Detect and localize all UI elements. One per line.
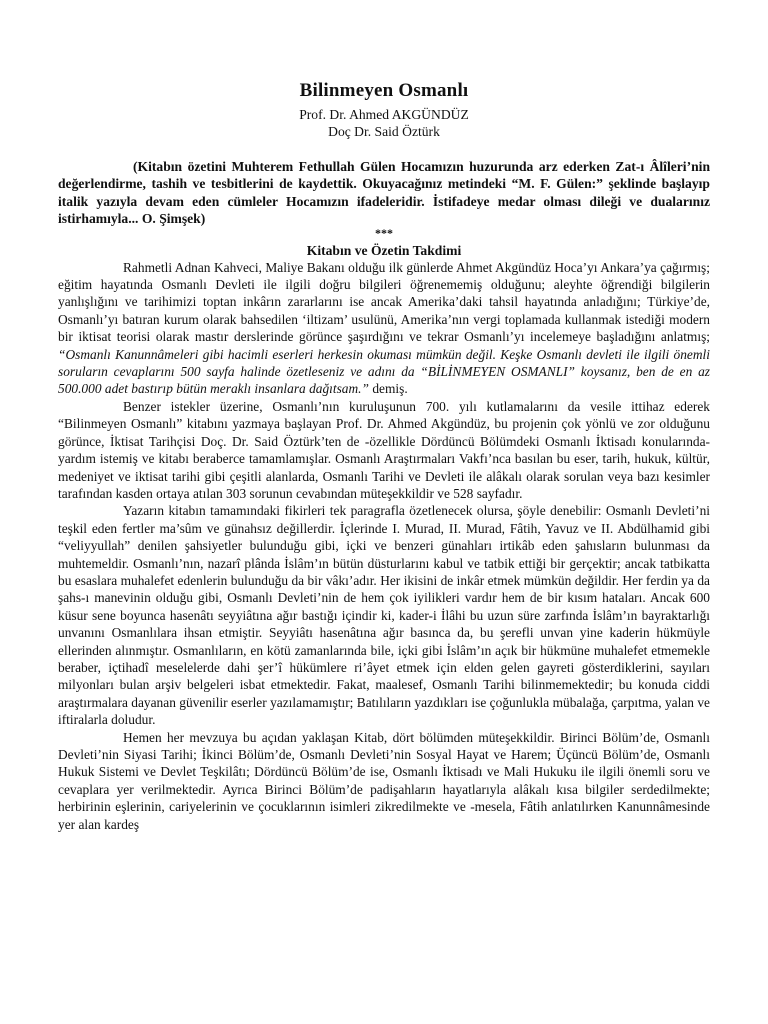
section-title: Kitabın ve Özetin Takdimi (306, 242, 462, 258)
paragraph-1-text: Rahmetli Adnan Kahveci, Maliye Bakanı olduğu ilk günlerde Ahmet Akgündüz Hoca’yı Ankara’ya çağırmış; eğitim hayatında Osmanlı Devleti ile ilgili doğru bilgileri öğrenememiş olduğunu; aleyhte öğrendiği bilgilerin yanlışlığını ve tarihimizi toptan inkârın zararlarını ise ancak Amerika’daki tahsil hayatında anladığını; Türkiye’de, Osmanlı’yı batıran kurum olarak bahsedilen ‘iltizam’ usulünü, Amerika’nın vergi toplamada kullanmak istediği modern bir iktisat teorisi olarak mastır derslerinde görünce şaşırdığını ve tekrar Osmanlı’yı incelemeye başladığını anlatmış; (58, 259, 710, 345)
paragraph-1 (58, 259, 710, 398)
author-secondary: Doç Dr. Said Öztürk (328, 124, 440, 139)
author-primary: Prof. Dr. Ahmed AKGÜNDÜZ (299, 107, 469, 122)
section-separator: *** (375, 225, 393, 240)
paragraph-3: Yazarın kitabın tamamındaki fikirleri tek paragrafla özetlenecek olursa, şöyle denebilir: Osmanlı Devleti’ni teşkil eden fertler ma’sûm ve günahsız değillerdir. İçlerinde I. Murad, II. Murad, Fâtih, Yavuz ve II. Abdülhamid gibi “veliyyullah” denilen şahsiyetler bulunduğu gibi, içki ve benzeri günahları irtikâb eden şahısların bulunması da muhtemeldir. Osmanlı’nın, nazarî plânda İslâm’ın bütün düsturlarını kabul ve tatbik ettiği bir gerçektir; ancak tatbikatta bu esaslara muhalefet edenlerin bulunduğu da bir vâkı’adır. Her ikisini de inkâr etmek mümkün değildir. Her ferdin ya da şahs-ı manevinin olduğu gibi, Osmanlı Devleti’nin de hem çok iyilikleri vardır hem de bir kısım hataları. Ancak 600 küsur sene boyunca hasenâtı seyyiâtına ağır bastığı içindir ki, kader-i İlâhi bu uzun süre zarfında İslâm’ın bayraktarlığı unvanını Osmanlılara ihsan etmiştir. Seyyiâtı hasenâtına ağır basınca da, bu şerefli unvan yine kaderin hükmüyle ellerinden alınmıştır. Osmanlıların, en kötü zamanlarında bile, içki gibi İslâm’ın açık bir hükmüne muhalefet etmemekle beraber, içtihadî meselelerde dahi şer’î hükümlere ri’âyet etmek için elden gelen gayreti gösterdiklerini, sayıları milyonları bulan arşiv belgeleri isbat etmektedir. Fakat, maalesef, Osmanlı Tarihi bilinmemektedir; bu konuda ciddi araştırmalara dayanan güvenilir eserler yazılamamıştır; Batılıların yazdıkları ise çoğunlukla mübalağa, çarpıtma, yalan ve iftiralarla doludur. (58, 503, 710, 728)
paragraph-1-end: demiş. (368, 381, 408, 397)
paragraph-2: Benzer istekler üzerine, Osmanlı’nın kuruluşunun 700. yılı kutlamalarını da vesile ittihaz ederek “Bilinmeyen Osmanlı” kitabını yazmaya başlayan Prof. Dr. Ahmed Akgündüz, bu projenin çok yönlü ve zor olduğunu görünce, İktisat Tarihçisi Doç. Dr. Said Öztürk’ten de -özellikle Dördüncü Bölümdeki Osmanlı İktisadı konularında- yardım istemiş ve kitabı beraberce tamamlamışlar. Osmanlı Araştırmaları Vakfı’nca basılan bu eser, tarih, hukuk, kültür, medeniyet ve iktisat tarihi gibi çeşitli alanlarda, Osmanlı Tarihi ve Devleti ile alâkalı olarak sorulan veya bazı kesimler tarafından kasden ortaya atılan 303 sorunun cevabından müteşekkildir ve 528 sayfadır. (58, 398, 710, 501)
editor-note: (Kitabın özetini Muhterem Fethullah Gülen Hocamızın huzurunda arz ederken Zat-ı Âlîleri’nin değerlendirme, tashih ve tesbitlerini de kaydettik. Okuyacağınız metindeki “M. F. Gülen:” şeklinde başlayıp italik yazıyla devam eden cümleler Hocamızın ifadeleridir. İstifadeye medar olması dileği ve dualarınız istirhamıyla... O. Şimşek) (58, 159, 710, 227)
document-title: Bilinmeyen Osmanlı (299, 80, 469, 101)
paragraph-1-quote: “Osmanlı Kanunnâmeleri gibi hacimli eserleri herkesin okuması mümkün değil. Keşke Osmanlı devleti ile ilgili önemli soruların cevaplarını 500 sayfa halinde özetleseniz ve adını da “BİLİNMEYEN OSMANLI” koysanız, ben de en az 500.000 adet bastırıp bütün meraklı insanlara dağıtsam.” (58, 346, 710, 397)
paragraph-4: Hemen her mevzuya bu açıdan yaklaşan Kitab, dört bölümden müteşekkildir. Birinci Bölüm’de, Osmanlı Devleti’nin Siyasi Tarihi; İkinci Bölüm’de, Osmanlı Devleti’nin Sosyal Hayat ve Harem; Üçüncü Bölüm’de, Osmanlı Hukuk Sistemi ve Devlet Teşkilâtı; Dördüncü Bölüm’de ise, Osmanlı İktisadı ve Mali Hukuku ile ilgili önemli soru ve cevaplara yer verilmektedir. Ayrıca Birinci Bölüm’de padişahların hayatlarıyla alâkalı kısa bilgiler serdedilmekte; herbirinin eşlerinin, cariyelerinin ve çocuklarının isimleri zikredilmekte ve -mesela, Fâtih anlatılırken Kanunnâmesinde yer alan kardeş (58, 729, 710, 832)
